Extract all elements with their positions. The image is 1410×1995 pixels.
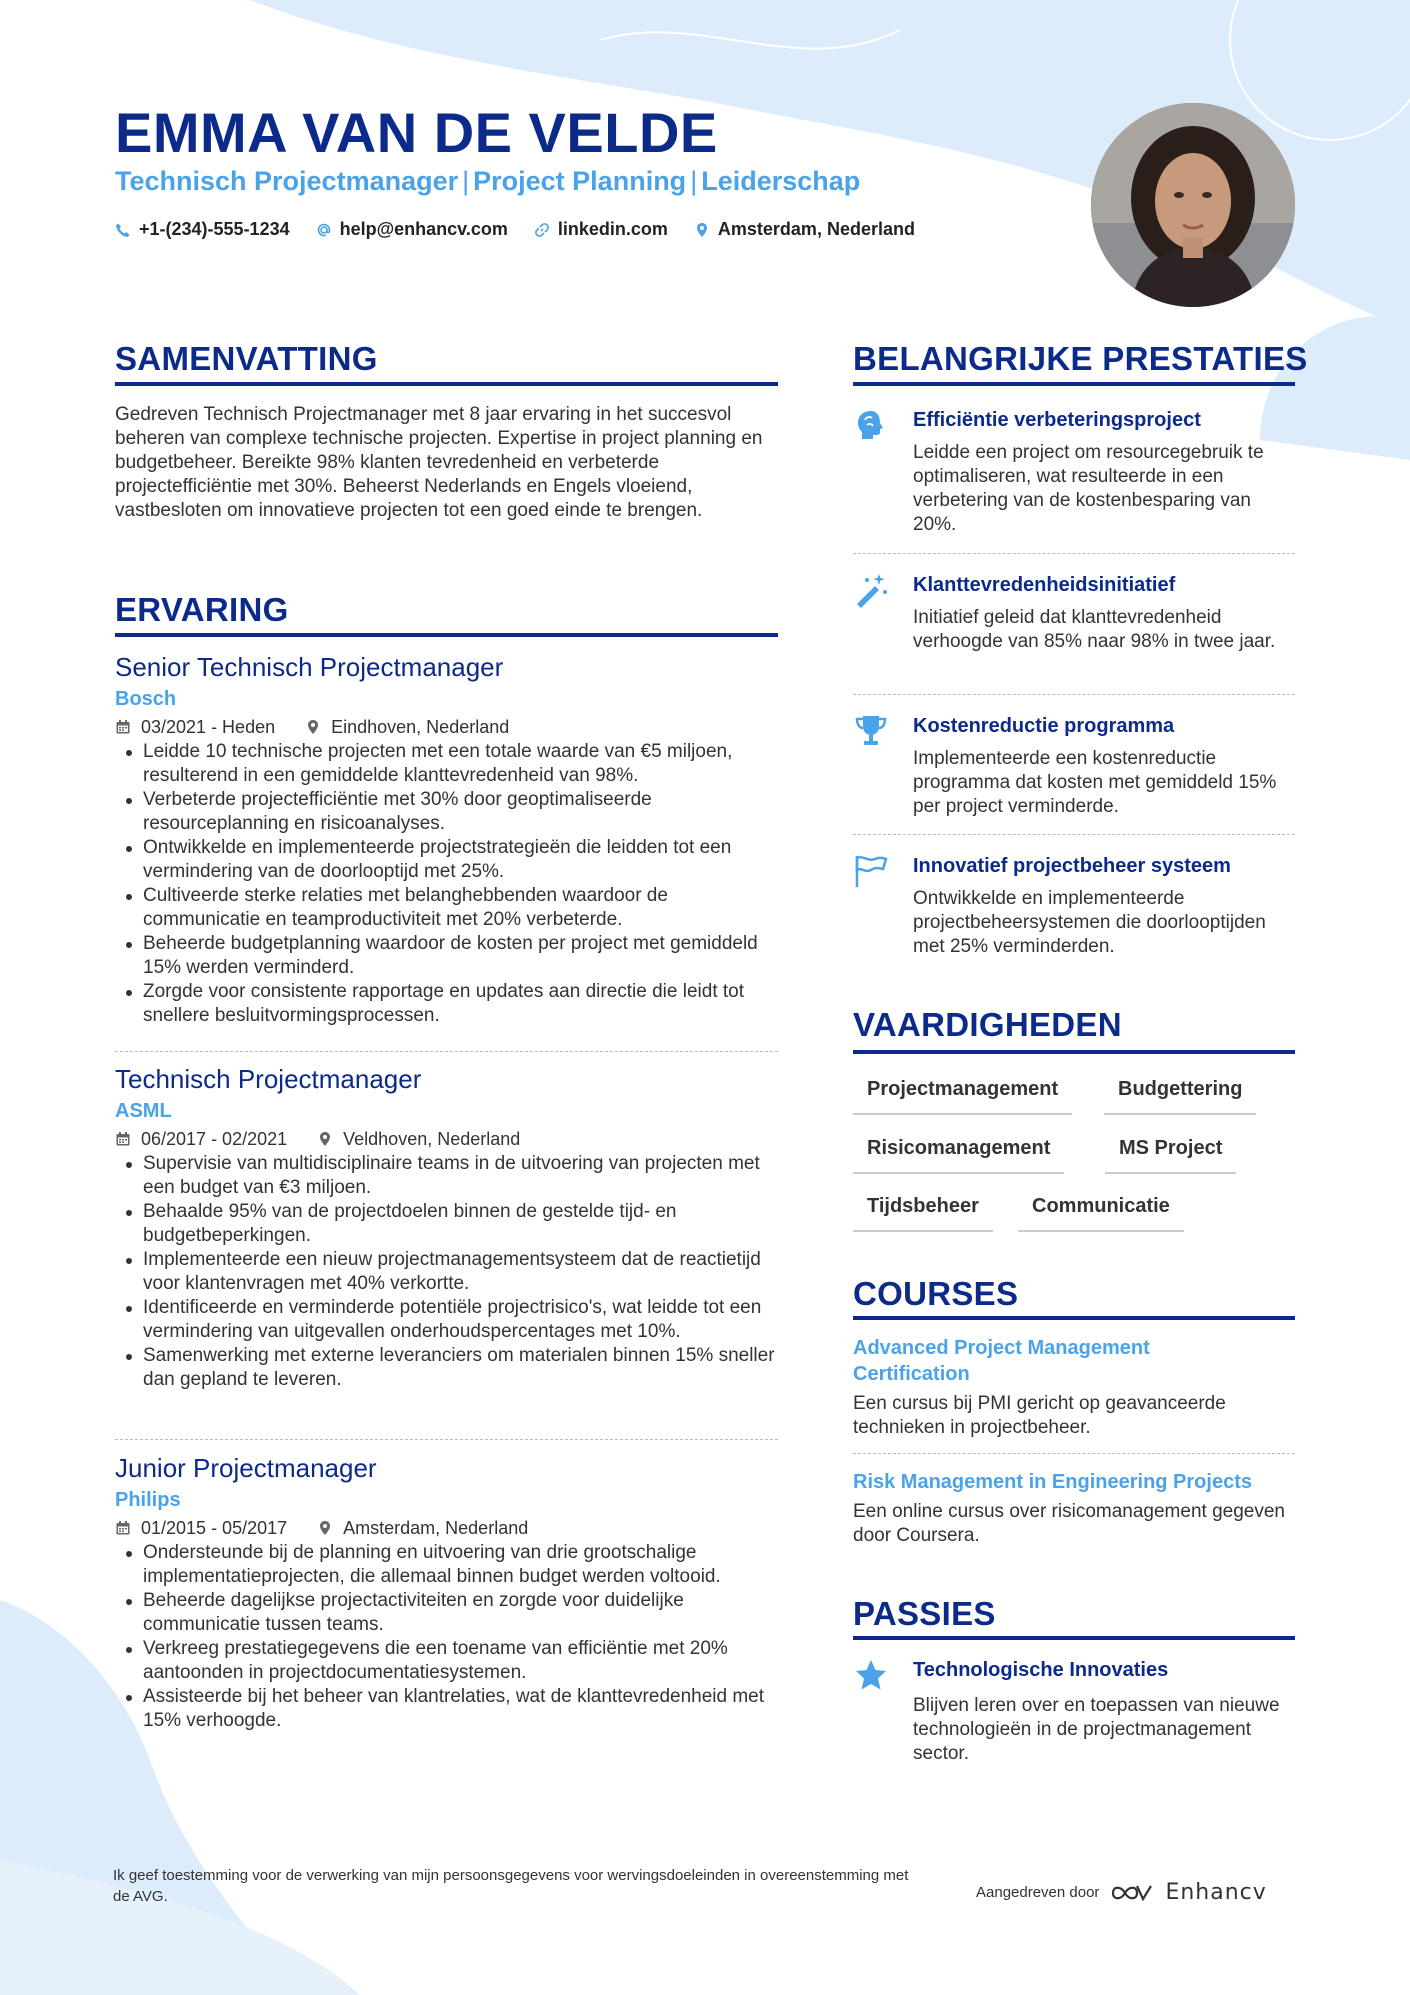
linkedin-text: linkedin.com <box>557 219 668 239</box>
job-meta <box>115 1128 778 1150</box>
job-location <box>317 1517 528 1539</box>
phone-text: +1-(234)-555-1234 <box>139 219 290 239</box>
job-meta <box>115 1517 778 1539</box>
job-company: Philips <box>115 1489 181 1511</box>
skill-tag: Risicomanagement <box>853 1137 1064 1174</box>
passions-rule <box>853 1636 1295 1640</box>
contact-phone[interactable] <box>115 219 290 240</box>
job-bullet: Verkreeg prestatiegegevens die een toename van efficiëntie met 20% aantoonden in projectdocumentatiesystemen. <box>143 1637 778 1685</box>
contact-linkedin[interactable] <box>534 219 668 240</box>
job-dates <box>115 1517 287 1539</box>
location-pin-icon <box>317 1131 333 1147</box>
divider <box>853 1453 1295 1454</box>
job-bullets <box>115 740 778 1028</box>
passion-title: Technologische Innovaties <box>913 1659 1169 1681</box>
magic-wand-icon <box>853 572 889 608</box>
job-bullets <box>115 1152 778 1392</box>
job-bullet: Ontwikkelde en implementeerde projectstrategieën die leidden tot een vermindering van de doorlooptijd met 25%. <box>143 836 778 884</box>
job-title: Junior Projectmanager <box>115 1453 377 1483</box>
experience-rule <box>115 633 778 637</box>
calendar-icon <box>115 1520 131 1536</box>
job-company: Bosch <box>115 688 177 710</box>
job-dates <box>115 716 275 738</box>
achievement-title: Efficiëntie verbeteringsproject <box>913 409 1201 431</box>
achievements-heading: BELANGRIJKE PRESTATIES <box>853 340 1308 377</box>
calendar-icon <box>115 1131 131 1147</box>
job-location <box>305 716 509 738</box>
job-company: ASML <box>115 1100 172 1122</box>
achievement-title: Klanttevredenheidsinitiatief <box>913 574 1176 596</box>
course-title: Risk Management in Engineering Projects <box>853 1471 1252 1493</box>
skill-tag: Projectmanagement <box>853 1078 1072 1115</box>
job-bullet: Implementeerde een nieuw projectmanagementsysteem dat de reactietijd voor klantenvragen met 40% verkortte. <box>143 1248 778 1296</box>
course-desc: Een cursus bij PMI gericht op geavanceerde technieken in projectbeheer. <box>853 1393 1226 1438</box>
email-text: help@enhancv.com <box>339 219 508 239</box>
contact-email[interactable] <box>316 219 508 240</box>
job-bullet: Assisteerde bij het beheer van klantrelaties, wat de klanttevredenheid met 15% verhoogde. <box>143 1685 778 1733</box>
skill-tag: Communicatie <box>1018 1195 1184 1232</box>
consent-note: Ik geef toestemming voor de verwerking van mijn persoonsgegevens voor wervingsdoeleinden in overeenstemming met de AVG. <box>113 1867 909 1905</box>
achievement-title: Kostenreductie programma <box>913 715 1175 737</box>
summary-text: Gedreven Technisch Projectmanager met 8 jaar ervaring in het succesvol beheren van complexe technische projecten. Expertise in project planning en budgetbeheer. Bereikte 98% klanten tevredenheid en verbeterde projectefficiëntie met 30%. Beheerst Nederlands en Engels vloeiend, vastbesloten om innovatieve projecten tot een goed einde te brengen. <box>115 404 763 521</box>
divider <box>115 1051 778 1052</box>
job-bullet: Zorgde voor consistente rapportage en updates aan directie die leidt tot snellere besluitvormingsprocessen. <box>143 980 778 1028</box>
job-bullet: Verbeterde projectefficiëntie met 30% door geoptimaliseerde resourceplanning en risicoanalyses. <box>143 788 778 836</box>
job-title: Technisch Projectmanager <box>115 1064 422 1094</box>
job-dates <box>115 1128 287 1150</box>
contact-bar <box>115 219 915 240</box>
experience-heading: ERVARING <box>115 591 289 628</box>
skill-tag: Budgettering <box>1104 1078 1256 1115</box>
job-bullet: Supervisie van multidisciplinaire teams in de uitvoering van projecten met een budget van €3 miljoen. <box>143 1152 778 1200</box>
job-entry <box>115 1063 778 1392</box>
divider <box>853 694 1295 695</box>
job-location-text: Eindhoven, Nederland <box>331 717 510 737</box>
subtitle-role: Technisch Projectmanager <box>115 166 459 196</box>
summary-rule <box>115 382 778 386</box>
job-location-text: Veldhoven, Nederland <box>343 1129 521 1149</box>
job-location-text: Amsterdam, Nederland <box>343 1518 529 1538</box>
skills-rule <box>853 1050 1295 1054</box>
job-bullet: Samenwerking met externe leveranciers om materialen binnen 15% sneller dan gepland te leveren. <box>143 1344 778 1392</box>
summary-heading: SAMENVATTING <box>115 340 378 377</box>
at-icon <box>316 222 332 238</box>
location-pin-icon <box>317 1520 333 1536</box>
course-desc: Een online cursus over risicomanagement gegeven door Coursera. <box>853 1501 1285 1546</box>
passion-desc: Blijven leren over en toepassen van nieuwe technologieën in de projectmanagement sector. <box>913 1695 1280 1764</box>
achievement-desc: Initiatief geleid dat klanttevredenheid verhoogde van 85% naar 98% in twee jaar. <box>913 607 1276 652</box>
link-icon <box>534 222 550 238</box>
job-bullet: Beheerde budgetplanning waardoor de kosten per project met gemiddeld 15% werden verminderd. <box>143 932 778 980</box>
location-text: Amsterdam, Nederland <box>717 219 915 239</box>
powered-by-label: Aangedreven door <box>976 1884 1100 1901</box>
flag-icon <box>853 853 889 889</box>
phone-icon <box>115 222 131 238</box>
skills-heading: VAARDIGHEDEN <box>853 1006 1122 1043</box>
contact-location <box>694 219 915 240</box>
job-bullet: Identificeerde en verminderde potentiële projectrisico's, wat leidde tot een vermindering van uitgevallen onderhoudspercentages met 10%. <box>143 1296 778 1344</box>
job-entry <box>115 651 778 1028</box>
course-title: Advanced Project Management Certification <box>853 1337 1150 1385</box>
job-dates-text: 01/2015 - 05/2017 <box>141 1518 288 1538</box>
divider <box>853 834 1295 835</box>
job-bullet: Behaalde 95% van de projectdoelen binnen de gestelde tijd- en budgetbeperkingen. <box>143 1200 778 1248</box>
achievement-title: Innovatief projectbeheer systeem <box>913 855 1231 877</box>
brain-icon <box>853 407 889 443</box>
job-title: Senior Technisch Projectmanager <box>115 652 504 682</box>
skill-tag: Tijdsbeheer <box>853 1195 993 1232</box>
job-bullet: Ondersteunde bij de planning en uitvoering van drie grootschalige implementatieprojecten, die allemaal binnen budget werden voltooid. <box>143 1541 778 1589</box>
location-pin-icon <box>305 719 321 735</box>
achievement-desc: Ontwikkelde en implementeerde projectbeheersystemen die doorlooptijden met 25% verminderden. <box>913 888 1266 957</box>
achievements-rule <box>853 382 1295 386</box>
trophy-icon <box>853 713 889 749</box>
skill-tag: MS Project <box>1105 1137 1236 1174</box>
courses-heading: COURSES <box>853 1275 1019 1312</box>
job-entry <box>115 1452 778 1733</box>
achievement-desc: Implementeerde een kostenreductie programma dat kosten met gemiddeld 15% per project verminderde. <box>913 748 1277 817</box>
enhancv-logo-icon <box>1109 1881 1155 1905</box>
job-bullet: Cultiveerde sterke relaties met belanghebbenden waardoor de communicatie en teamproductiviteit met 20% verbeterde. <box>143 884 778 932</box>
profile-photo <box>1091 103 1295 307</box>
divider <box>853 553 1295 554</box>
star-icon <box>853 1657 889 1693</box>
subtitle-skill-2: Leiderschap <box>701 166 861 196</box>
candidate-name: EMMA VAN DE VELDE <box>115 101 718 164</box>
divider <box>115 1439 778 1440</box>
job-meta <box>115 716 778 738</box>
job-bullets <box>115 1541 778 1733</box>
candidate-subtitle: Technisch Projectmanager | Project Planning | Leiderschap <box>115 166 861 196</box>
passions-heading: PASSIES <box>853 1595 996 1632</box>
subtitle-skill-1: Project Planning <box>473 166 687 196</box>
powered-by[interactable] <box>976 1880 1267 1905</box>
job-bullet: Leidde 10 technische projecten met een totale waarde van €5 miljoen, resulterend in een gemiddelde klanttevredenheid van 98%. <box>143 740 778 788</box>
job-dates-text: 06/2017 - 02/2021 <box>141 1129 288 1149</box>
calendar-icon <box>115 719 131 735</box>
job-location <box>317 1128 520 1150</box>
location-pin-icon <box>694 222 710 238</box>
courses-rule <box>853 1316 1295 1320</box>
job-dates-text: 03/2021 - Heden <box>141 717 276 737</box>
job-bullet: Beheerde dagelijkse projectactiviteiten en zorgde voor duidelijke communicatie tussen teams. <box>143 1589 778 1637</box>
achievement-desc: Leidde een project om resourcegebruik te optimaliseren, wat resulteerde in een verbetering van de kostenbesparing van 20%. <box>913 442 1264 535</box>
brand-name: Enhancv <box>1165 1880 1267 1905</box>
